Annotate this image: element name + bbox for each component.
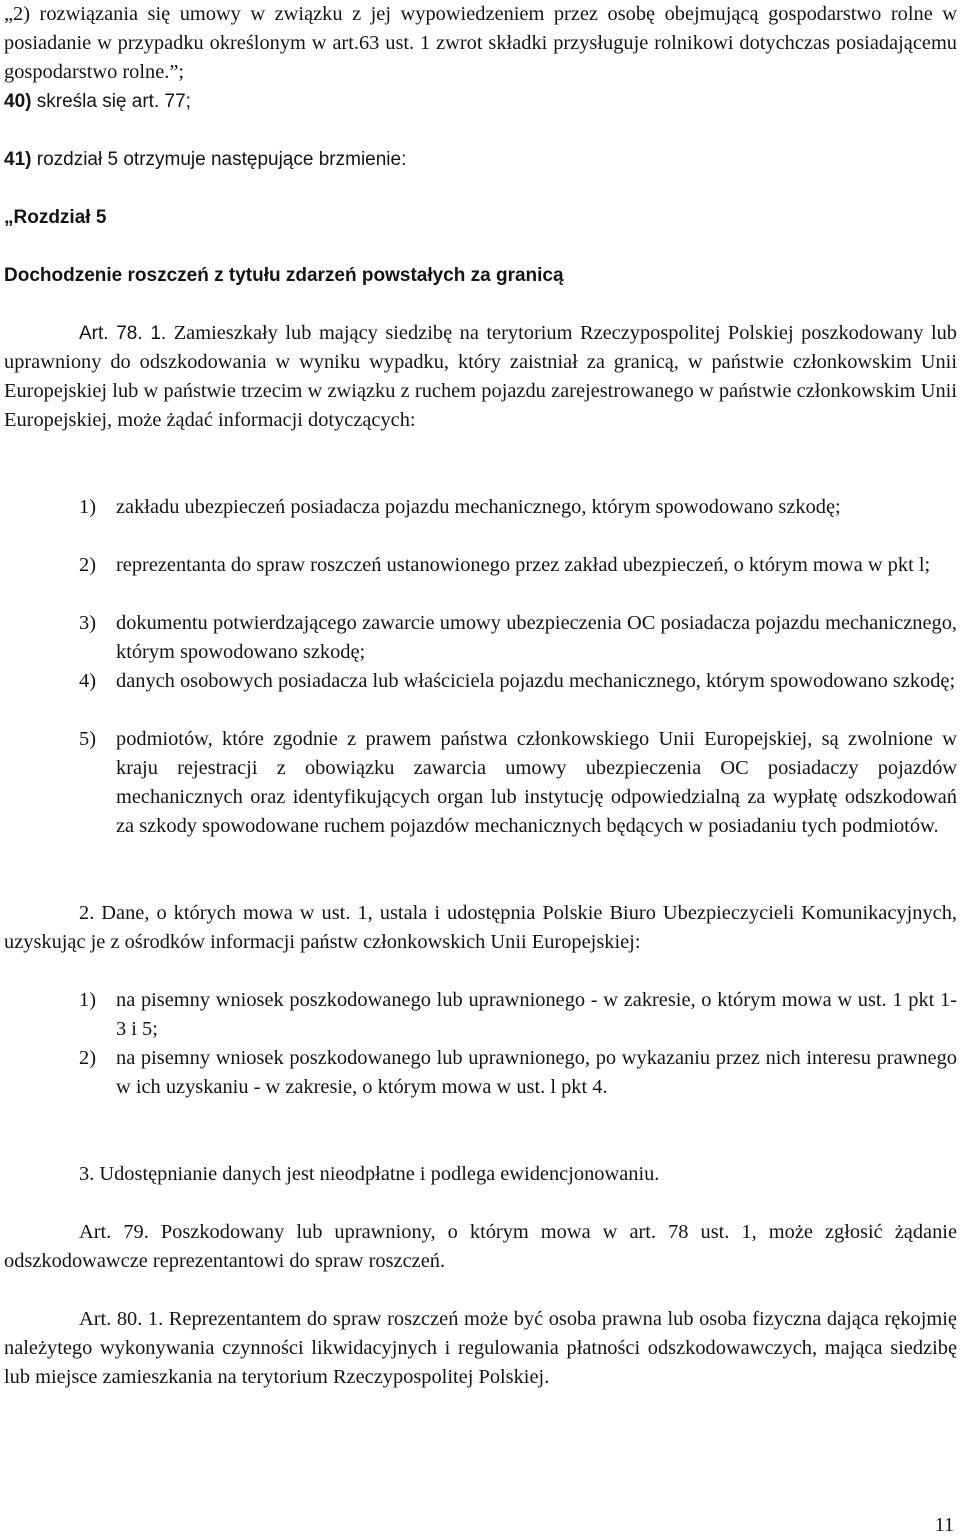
chapter-heading: „Rozdział 5 bbox=[4, 207, 107, 228]
point-40-number: 40) bbox=[4, 91, 32, 112]
paragraph-point-41 bbox=[4, 145, 957, 174]
page-number: 11 bbox=[934, 1514, 954, 1536]
paragraph-point-40 bbox=[4, 87, 957, 116]
article-78-lead: Art. 78. 1. bbox=[79, 323, 167, 344]
point-40-text: skreśla się art. 77; bbox=[31, 91, 191, 112]
list-item-text: danych osobowych posiadacza lub właściciela pojazdu mechanicznego, którym spowodowano szkodę; bbox=[116, 670, 956, 692]
list-item-text: na pisemny wniosek poszkodowanego lub uprawnionego - w zakresie, o którym mowa w ust. 1 pkt 1-3 i 5; bbox=[116, 989, 957, 1040]
chapter-title: Dochodzenie roszczeń z tytułu zdarzeń powstałych za granicą bbox=[4, 265, 564, 286]
paragraph-amendment-2: „2) rozwiązania się umowy w związku z jej wypowiedzeniem przez osobę obejmującą gospodarstwo rolne w posiadanie w przypadku określonym w art.63 ust. 1 zwrot składki przysługuje rolnikowi dotychczas posiadającemu gospodarstwo rolne.”; bbox=[4, 3, 957, 83]
article-79: Art. 79. Poszkodowany lub uprawniony, o którym mowa w art. 78 ust. 1, może zgłosić żądanie odszkodowawcze reprezentantowi do spraw roszczeń. bbox=[4, 1221, 957, 1272]
list-item-number: 4) bbox=[79, 670, 96, 692]
list-item-text: na pisemny wniosek poszkodowanego lub uprawnionego, po wykazaniu przez nich interesu prawnego w ich uzyskaniu - w zakresie, o którym mowa w ust. l pkt 4. bbox=[116, 1047, 957, 1098]
article-80: Art. 80. 1. Reprezentantem do spraw roszczeń może być osoba prawna lub osoba fizyczna dająca rękojmię należytego wykonywania czynności likwidacyjnych i regulowania płatności odszkodowawczych, mająca siedzibę lub miejsce zamieszkania na terytorium Rzeczypospolitej Polskiej. bbox=[4, 1308, 957, 1388]
list-item-number: 2) bbox=[79, 554, 96, 576]
list-item bbox=[79, 725, 957, 841]
article-78-text: Zamieszkały lub mający siedzibę na terytorium Rzeczypospolitej Polskiej poszkodowany lub uprawniony do odszkodowania w wyniku wypadku, który zaistniał za granicą, w państwie członkowskim Unii Europejskiej lub w państwie trzecim w związku z ruchem pojazdu zarejestrowanego w państwie członkowskim Unii Europejskiej, może żądać informacji dotyczących: bbox=[4, 322, 957, 431]
list-item-text: reprezentanta do spraw roszczeń ustanowionego przez zakład ubezpieczeń, o którym mowa w pkt l; bbox=[116, 554, 931, 576]
article-78-paragraph-1 bbox=[4, 319, 957, 435]
list-item-text: dokumentu potwierdzającego zawarcie umowy ubezpieczenia OC posiadacza pojazdu mechanicznego, którym spowodowano szkodę; bbox=[116, 612, 957, 663]
list-item-number: 1) bbox=[79, 989, 96, 1011]
list-item bbox=[79, 551, 957, 580]
list-item bbox=[79, 493, 957, 522]
list-item-number: 1) bbox=[79, 496, 96, 518]
list-item-number: 5) bbox=[79, 728, 96, 750]
list-item bbox=[79, 609, 957, 667]
list-item-text: zakładu ubezpieczeń posiadacza pojazdu mechanicznego, którym spowodowano szkodę; bbox=[116, 496, 841, 518]
list-item-number: 2) bbox=[79, 1047, 96, 1069]
list-item-text: podmiotów, które zgodnie z prawem państwa członkowskiego Unii Europejskiej, są zwolnione w kraju rejestracji z obowiązku zawarcia umowy ubezpieczenia OC posiadaczy pojazdów mechanicznych oraz identyfikujących organ lub instytucję odpowiedzialną za wypłatę odszkodowań za szkody spowodowane ruchem pojazdów mechanicznych będących w posiadaniu tych podmiotów. bbox=[116, 728, 957, 837]
list-item bbox=[79, 667, 957, 696]
point-41-text: rozdział 5 otrzymuje następujące brzmienie: bbox=[31, 149, 407, 170]
point-41-number: 41) bbox=[4, 149, 32, 170]
list-item-number: 3) bbox=[79, 612, 96, 634]
article-78-paragraph-3: 3. Udostępnianie danych jest nieodpłatne i podlega ewidencjonowaniu. bbox=[79, 1163, 660, 1185]
article-78-paragraph-2: 2. Dane, o których mowa w ust. 1, ustala i udostępnia Polskie Biuro Ubezpieczycieli Komunikacyjnych, uzyskując je z ośrodków informacji państw członkowskich Unii Europejskiej: bbox=[4, 902, 957, 953]
list-item bbox=[79, 1044, 957, 1102]
list-item bbox=[79, 986, 957, 1044]
